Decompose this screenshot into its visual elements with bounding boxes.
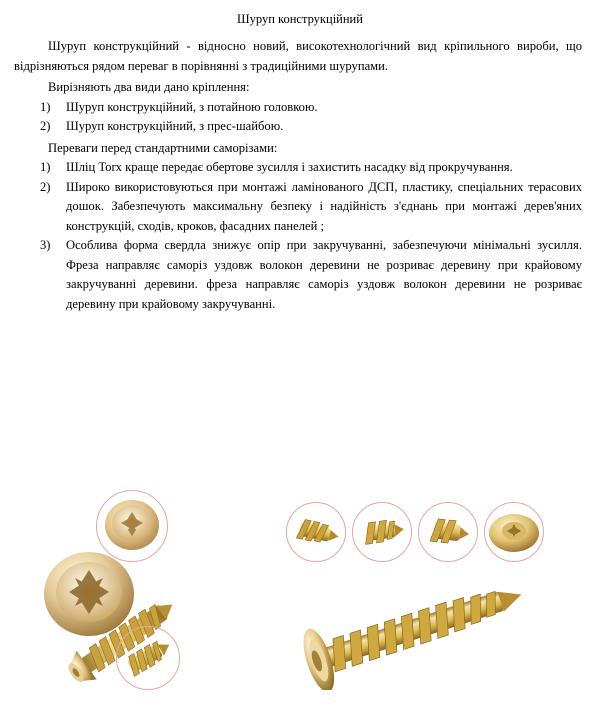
list-text: Широко використовуються при монтажі ламінованого ДСП, пластику, спеціальних терасових дошок. Забезпечують максимальну безпеку і надійність з'єднань при монтажі дерев'яних конструкцій, сходів, кроков, фасадних панелей ; xyxy=(66,179,582,233)
list-item xyxy=(14,117,582,137)
tip-detail-b xyxy=(352,502,412,562)
types-lead: Вирізняють два види дано кріплення: xyxy=(48,80,250,94)
washer-head-screw-full xyxy=(262,570,562,690)
document-body xyxy=(0,27,600,314)
advantages-lead: Переваги перед стандартними саморізами: xyxy=(48,140,278,155)
list-item xyxy=(14,236,582,314)
tip-detail-c xyxy=(418,502,478,562)
drill-tip-closeup xyxy=(116,626,180,690)
list-text: Шліц Torx краще передає обертове зусилля і захистить насадку від прокручування. xyxy=(66,160,513,174)
page-title: Шуруп конструкційний xyxy=(237,12,363,26)
list-marker: 3) xyxy=(40,238,51,252)
list-text: Шуруп конструкційний, з потайною головкою. xyxy=(66,99,318,114)
list-text: Шуруп конструкційний, з прес-шайбою. xyxy=(66,119,284,133)
product-image-band xyxy=(0,330,600,525)
list-marker: 1) xyxy=(40,99,51,114)
advantages-list xyxy=(14,158,582,314)
intro-paragraph: Шуруп конструкційний - відносно новий, високотехнологічний вид кріпильного вироби, що відрізняються рядом переваг в порівнянні з традиційними шурупами. xyxy=(14,39,582,73)
list-marker: 1) xyxy=(40,160,51,174)
list-marker: 2) xyxy=(40,119,51,133)
list-item xyxy=(14,178,582,237)
types-list xyxy=(14,98,582,137)
list-marker: 2) xyxy=(40,179,51,194)
list-item xyxy=(14,98,582,118)
list-text: Особлива форма свердла знижує опір при закручуванні, забезпечуючи мінімальні зусилля. Фреза направляє саморіз уздовж волокон деревини не розриває деревину при крайовому закручуванні деревини. фреза направляє саморіз уздовж волокон деревини не розриває деревину при крайовому закручуванні. xyxy=(66,238,582,311)
washer-head-top-view xyxy=(484,502,544,562)
list-item xyxy=(14,158,582,178)
tip-detail-a xyxy=(286,502,346,562)
